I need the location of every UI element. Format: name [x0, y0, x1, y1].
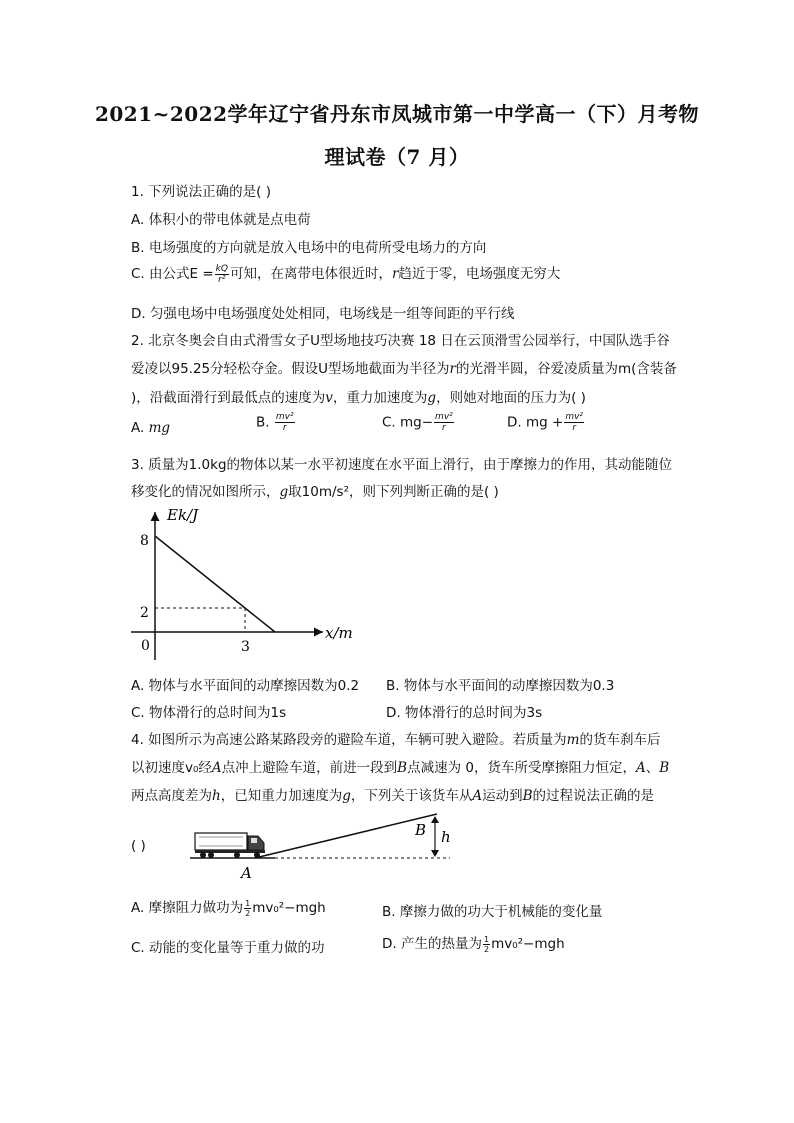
q4-a-half: [244, 899, 251, 918]
q2-option-d: [507, 412, 585, 433]
q2-l2-r: r: [449, 361, 456, 377]
chart-ylabel: Ek/J: [167, 506, 199, 524]
q3-l2-g: g: [279, 484, 289, 500]
q4-a-half-den: 2: [245, 908, 251, 918]
q2-d-frac: [564, 412, 584, 433]
q2-d-num: mv²: [565, 412, 584, 422]
q2-l3a: )，沿截面滑行到最低点的速度为: [131, 390, 326, 406]
q1-c-num: kQ: [215, 263, 228, 274]
q3-line2: [131, 480, 499, 500]
q4-l3-d: 运动到: [482, 788, 523, 804]
chart-origin-label: 0: [141, 638, 150, 654]
q2-c-den: r: [442, 423, 446, 433]
q2-l3c: ，则她对地面的压力为( ): [436, 390, 586, 406]
q4-d-post: mv₀²−mgh: [491, 936, 565, 952]
ek-x-chart: [125, 500, 365, 665]
q2-l3b: ，重力加速度为: [332, 390, 428, 406]
q1-c-den: r²: [218, 274, 226, 285]
q2-l2: 爱凌以95.25分轻松夺金。假设U型场地截面为半径为: [131, 361, 450, 377]
q1-option-a: A. 体积小的带电体就是点电荷: [131, 212, 311, 228]
q4-option-d: [382, 932, 565, 954]
fig-label-A: A: [241, 864, 252, 882]
chart-ytick-2: 2: [140, 605, 149, 621]
q4-l2-e: 、: [645, 760, 660, 776]
q2-option-c: [382, 412, 455, 433]
q4-line1: [131, 728, 660, 748]
q3-option-d: D. 物体滑行的总时间为3s: [386, 705, 543, 721]
q4-l3-a: 两点高度差为: [131, 788, 212, 804]
q4-option-c: C. 动能的变化量等于重力做的功: [131, 940, 325, 956]
q2-l2-post: 的光滑半圆，谷爱凌质量为m(含装备: [456, 361, 677, 377]
q4-l2-b: 点冲上避险车道，前进一段到: [221, 760, 398, 776]
q4-l2-f: B: [659, 760, 670, 776]
q4-l2-A: A: [211, 760, 222, 776]
q2-line2: [131, 357, 677, 377]
q3-option-a: A. 物体与水平面间的动摩擦因数为0.2: [131, 678, 360, 694]
q4-l3-g: g: [342, 788, 351, 804]
q4-l2-c: 点减速为 0，货车所受摩擦阻力恒定，: [407, 760, 636, 776]
q2-d-label: D. mg +: [507, 414, 564, 431]
chart-xtick-3: 3: [241, 639, 250, 655]
q4-l2-d: A: [635, 760, 646, 776]
q3-l2-post: 取10m/s²，则下列判断正确的是( ): [288, 484, 499, 500]
q4-a-post: mv₀²−mgh: [252, 900, 326, 916]
q4-a-pre: A. 摩擦阻力做功为: [131, 900, 244, 916]
chart-xlabel: x/m: [325, 624, 353, 642]
chart-series-line: [155, 536, 275, 632]
truck-icon: [195, 833, 265, 858]
q1-stem: 1. 下列说法正确的是( ): [131, 184, 271, 200]
q4-option-a: [131, 896, 326, 918]
q4-d-half-den: 2: [483, 944, 490, 954]
q4-l1-post: 的货车刹车后: [579, 732, 661, 748]
q4-l3-e: 的过程说法正确的是: [532, 788, 655, 804]
q4-l3-b: ，已知重力加速度为: [220, 788, 343, 804]
q4-l3-h: h: [212, 788, 221, 804]
q2-l3-g: g: [427, 390, 437, 406]
q4-l1-pre: 4. 如图所示为高速公路某路段旁的避险车道，车辆可驶入避险。若质量为: [131, 732, 567, 748]
q1-option-b: B. 电场强度的方向就是放入电场中的电荷所受电场力的方向: [131, 240, 487, 256]
page-title-line2: 理试卷（7 月）: [324, 145, 470, 169]
q2-c-num: mv²: [435, 412, 453, 422]
fig-label-h: h: [441, 828, 451, 846]
q2-a-label: A.: [131, 420, 145, 436]
q4-l1-m: m: [566, 732, 580, 748]
q4-option-b: B. 摩擦力做的功大于机械能的变化量: [382, 904, 603, 920]
q4-d-pre: D. 产生的热量为: [382, 936, 482, 952]
q4-a-half-num: 1: [245, 898, 251, 908]
q2-d-den: r: [572, 423, 577, 433]
q3-l2-pre: 移变化的情况如图所示，: [131, 484, 280, 500]
escape-ramp-figure: [185, 808, 465, 883]
q2-c-frac: [434, 412, 454, 433]
q2-l3-v: v: [325, 390, 333, 406]
q2-option-a: [131, 420, 170, 436]
q2-line1: 2. 北京冬奥会自由式滑雪女子U型场地技巧决赛 18 日在云顶滑雪公园举行，中国队选手谷: [131, 333, 670, 349]
q1-c-mid: 可知，在离带电体很近时，: [229, 266, 392, 282]
q4-d-half-num: 1: [483, 934, 490, 944]
q3-option-c: C. 物体滑行的总时间为1s: [131, 705, 287, 721]
q4-l3-c: ，下列关于该货车从: [350, 788, 473, 804]
q3-line1: 3. 质量为1.0kg的物体以某一水平初速度在水平面上滑行，由于摩擦力的作用，其动能随位: [131, 457, 673, 473]
q1-option-c: [131, 262, 560, 285]
q1-c-post: 趋近于零，电场强度无穷大: [398, 266, 561, 282]
q1-c-r: r: [391, 266, 399, 282]
q1-option-d: D. 匀强电场中电场强度处处相同，电场线是一组等间距的平行线: [131, 306, 515, 322]
q2-b-num: mv²: [275, 412, 294, 422]
q4-line2: [131, 756, 669, 776]
q2-b-den: r: [282, 423, 287, 433]
chart-plot-layer: [131, 512, 323, 660]
ramp-line: [255, 814, 437, 858]
q2-b-frac: [275, 412, 295, 433]
chart-ytick-8: 8: [140, 533, 149, 549]
q4-l2-B: B: [397, 760, 408, 776]
q2-a-val: mg: [148, 420, 171, 436]
page-title-line1: 2021~2022学年辽宁省丹东市凤城市第一中学高一（下）月考物: [94, 102, 700, 126]
q4-l2-a: 以初速度v₀经: [131, 760, 212, 776]
q2-c-label: C. mg−: [382, 414, 434, 431]
fig-label-B: B: [415, 821, 427, 839]
q4-d-half: [483, 935, 490, 954]
q2-line3: [131, 386, 586, 406]
q4-l3-A: A: [472, 788, 483, 804]
q4-answer-paren: ( ): [131, 838, 146, 854]
q4-line3: [131, 784, 654, 804]
q1-c-formula: [215, 264, 229, 285]
q3-option-b: B. 物体与水平面间的动摩擦因数为0.3: [386, 678, 615, 694]
q1-c-pre: C. 由公式E =: [131, 266, 214, 282]
q2-option-b: [256, 412, 296, 433]
q2-b-label: B.: [256, 414, 270, 431]
q4-l3-B: B: [522, 788, 533, 804]
